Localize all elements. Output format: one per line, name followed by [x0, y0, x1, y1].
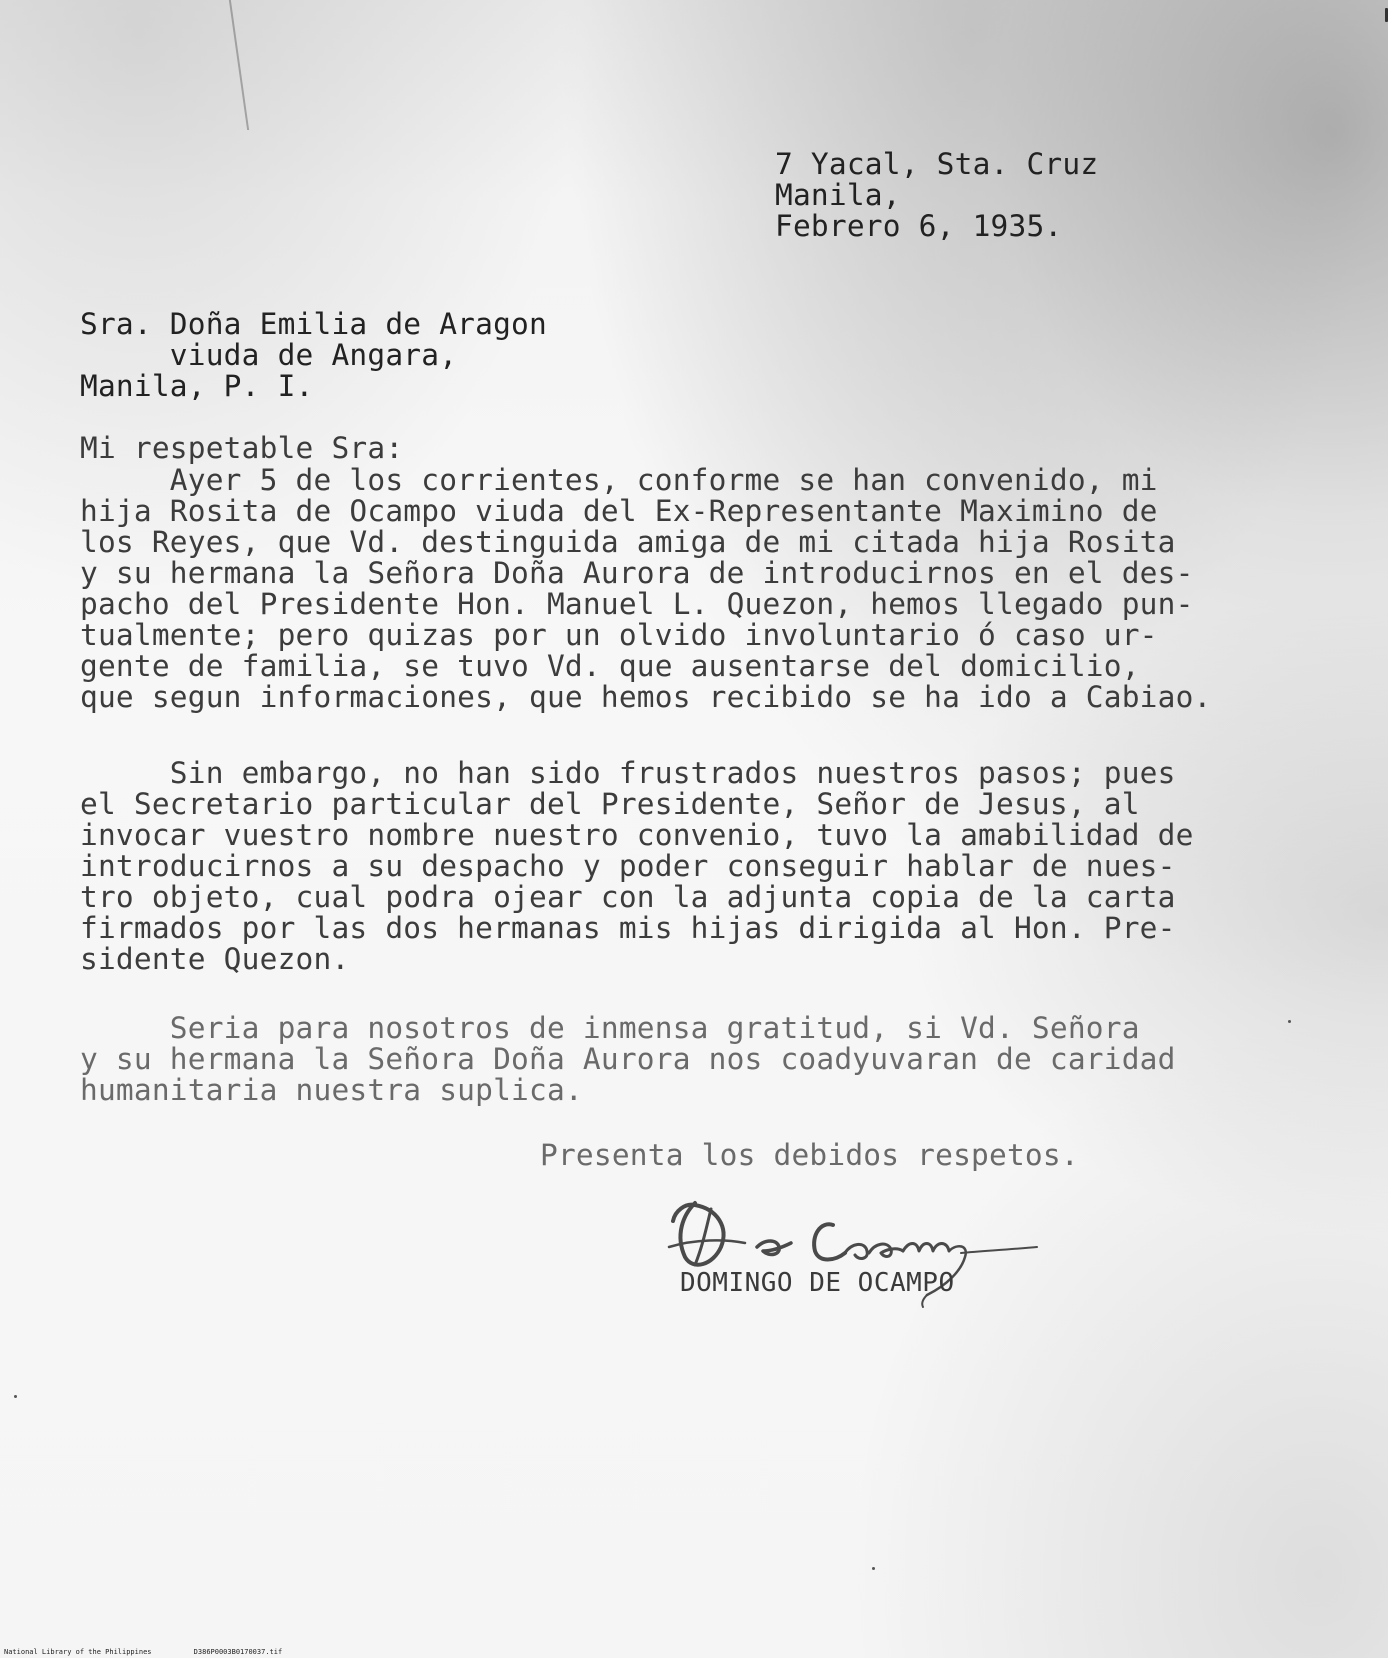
- footer-file-id: D386P0003B0170037.tif: [193, 1648, 283, 1656]
- salutation: Mi respetable Sra:: [80, 431, 404, 465]
- closing-line: Presenta los debidos respetos.: [540, 1138, 1079, 1172]
- body-paragraph-1: Ayer 5 de los corrientes, conforme se han convenido, mi hija Rosita de Ocampo viuda del Ex-Representante Maximino de los Reyes, que Vd. destinguida amiga de mi citada hija Rosita y su hermana la Señora Doña Aurora de introducirnos en el des- pacho del Presidente Hon. Manuel L. Quezon, hemos llegado pun- tualmente; pero quizas por un olvido involuntario ó caso ur- gente de familia, se tuvo Vd. que ausentarse del domicilio, que segun informaciones, que hemos recibido se ha ido a Cabiao.: [80, 463, 1212, 714]
- signer-name: DOMINGO DE OCAMPO: [680, 1268, 955, 1298]
- footer-library: National Library of the Philippines: [4, 1648, 152, 1656]
- paper-crease: [229, 0, 277, 130]
- body-paragraph-3: Seria para nosotros de inmensa gratitud, si Vd. Señora y su hermana la Señora Doña Aurora nos coadyuvaran de caridad humanitaria nuestra suplica.: [80, 1011, 1176, 1107]
- sender-address: 7 Yacal, Sta. Cruz Manila, Febrero 6, 1935.: [775, 147, 1099, 243]
- archive-footer: [4, 1648, 282, 1656]
- paper-speck: [872, 1567, 875, 1570]
- recipient-address: Sra. Doña Emilia de Aragon viuda de Angara, Manila, P. I.: [80, 307, 547, 403]
- body-paragraph-2: Sin embargo, no han sido frustrados nuestros pasos; pues el Secretario particular del Presidente, Señor de Jesus, al invocar vuestro nombre nuestro convenio, tuvo la amabilidad de introducirnos a su despacho y poder conseguir hablar de nues- tro objeto, cual podra ojear con la adjunta copia de la carta firmados por las dos hermanas mis hijas dirigida al Hon. Pre- sidente Quezon.: [80, 756, 1194, 976]
- paper-speck: [1288, 1020, 1291, 1023]
- paper-speck: [14, 1395, 17, 1398]
